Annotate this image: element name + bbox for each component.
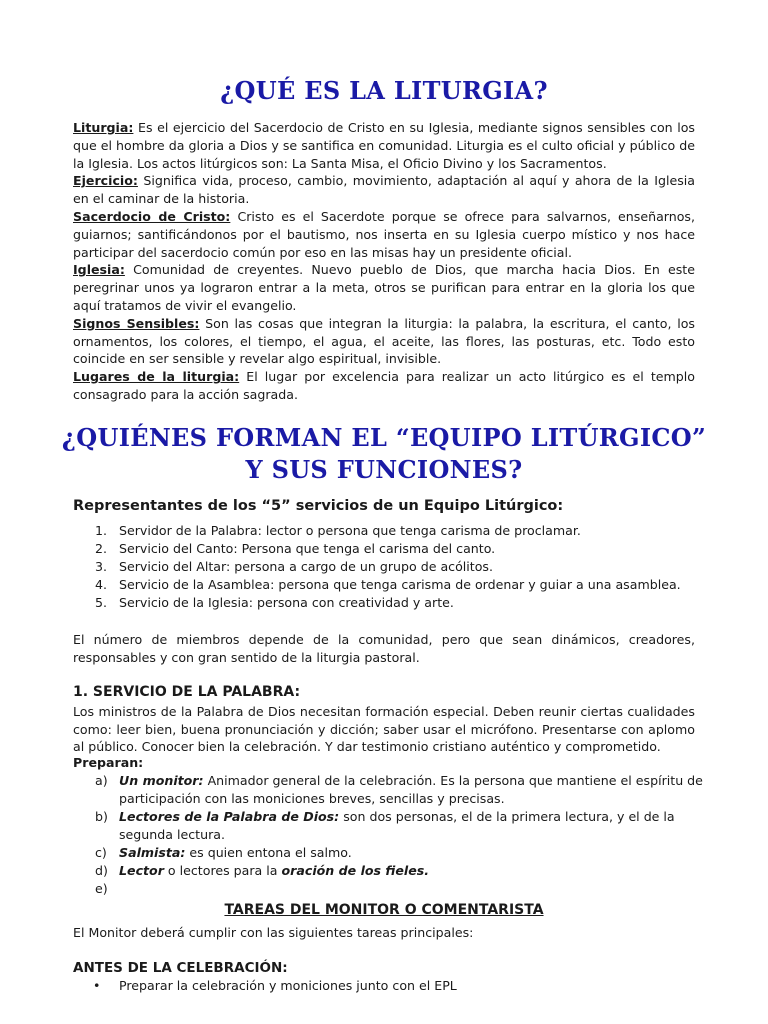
title-line-1: ¿QUIÉNES FORMAN EL “EQUIPO LITÚRGICO” [61, 423, 707, 452]
definition-sacerdocio [73, 208, 695, 261]
definition-term: Ejercicio: [73, 173, 138, 189]
definition-ejercicio [73, 172, 695, 208]
item-text: o lectores para la [163, 863, 282, 878]
monitor-heading: TAREAS DEL MONITOR O COMENTARISTA [224, 902, 544, 918]
preparan-list [73, 772, 713, 898]
list-number: 2. [95, 541, 108, 556]
list-letter: b) [95, 809, 108, 824]
definition-text: Comunidad de creyentes. Nuevo pueblo de Dios, que marcha hacia Dios. En este peregrinar unos ya lograron entrar a la meta, otros se purifican para entrar en la gloria los que aquí tratamos de vivir el evangelio. [73, 262, 695, 313]
definition-term: Lugares de la liturgia: [73, 369, 240, 385]
list-item [73, 558, 713, 576]
definition-text: Son las cosas que integran la liturgia: la palabra, la escritura, el canto, los ornamentos, los colores, el tiempo, el agua, el aceite, las flores, las posturas, etc. Todo esto coincide en ser sensible y revelar algo espiritual, invisible. [73, 315, 695, 367]
bullet-icon: • [93, 978, 101, 993]
item-bold: Salmista: [119, 845, 186, 860]
title-que-es-la-liturgia: ¿QUÉ ES LA LITURGIA? [220, 76, 548, 105]
definition-term: Liturgia: [73, 120, 134, 135]
list-letter: e) [95, 881, 108, 896]
item-text: son dos personas, el de la primera lectura, y el de la segunda lectura. [119, 809, 675, 842]
list-letter: c) [95, 845, 107, 860]
title-equipo-liturgico [0, 422, 768, 486]
list-item [73, 977, 457, 995]
list-number: 1. [95, 523, 108, 538]
definition-text: Cristo es el Sacerdote porque se ofrece para salvarnos, enseñarnos, guiarnos; santificándonos por el bautismo, nos inserta en su Iglesia cuerpo místico y nos hace participar del sacerdocio común por eso en las misas hay un presidente oficial. [73, 208, 695, 260]
definitions-block [73, 119, 695, 404]
before-heading: ANTES DE LA CELEBRACIÓN: [73, 960, 288, 976]
list-number: 4. [95, 577, 108, 592]
list-text: Preparar la celebración y moniciones junto con el EPL [119, 978, 457, 993]
list-text: Servicio del Canto: Persona que tenga el carisma del canto. [119, 541, 496, 556]
list-text: Servicio de la Iglesia: persona con creatividad y arte. [119, 595, 454, 610]
title-line-2: Y SUS FUNCIONES? [245, 455, 523, 484]
list-number: 5. [95, 595, 108, 610]
definition-term: Iglesia: [73, 262, 125, 278]
list-item [73, 862, 713, 880]
members-paragraph: El número de miembros depende de la comunidad, pero que sean dinámicos, creadores, responsables y con gran sentido de la liturgia pastoral. [73, 632, 695, 665]
definition-iglesia [73, 261, 695, 314]
item-bold: Un monitor: [119, 773, 204, 788]
list-number: 3. [95, 559, 108, 574]
preparan-label: Preparan: [73, 755, 144, 770]
definition-text: El lugar por excelencia para realizar un acto litúrgico es el templo consagrado para la acción sagrada. [73, 369, 695, 402]
list-text: Servidor de la Palabra: lector o persona que tenga carisma de proclamar. [119, 523, 581, 538]
list-item [73, 540, 713, 558]
list-item [73, 594, 713, 612]
list-text: Servicio del Altar: persona a cargo de un grupo de acólitos. [119, 559, 493, 574]
list-item [73, 576, 713, 594]
definition-liturgia [73, 119, 695, 172]
definition-text: Es el ejercicio del Sacerdocio de Cristo en su Iglesia, mediante signos sensibles con los que el hombre da gloria a Dios y se santifica en comunidad. Liturgia es el culto oficial y público de la Iglesia. Los actos litúrgicos son: La Santa Misa, el Oficio Divino y los Sacramentos. [73, 120, 695, 171]
item-text: Animador general de la celebración. Es la persona que mantiene el espíritu de participación con las moniciones breves, sencillas y precisas. [119, 773, 703, 806]
monitor-intro: El Monitor deberá cumplir con las siguientes tareas principales: [73, 925, 474, 940]
definition-lugares [73, 368, 695, 404]
section1-paragraph: Los ministros de la Palabra de Dios necesitan formación especial. Deben reunir ciertas cualidades como: leer bien, buena pronunciación y dicción; saber usar el micrófono. Presentarse con aplomo al público. Conocer bien la celebración. Y dar testimonio cristiano auténtico y comprometido. [73, 704, 695, 755]
list-item [73, 844, 713, 862]
list-item [73, 522, 713, 540]
item-text: es quien entona el salmo. [185, 845, 352, 860]
representatives-heading: Representantes de los “5” servicios de un Equipo Litúrgico: [73, 498, 564, 514]
list-text: Servicio de la Asamblea: persona que tenga carisma de ordenar y guiar a una asamblea. [119, 577, 681, 592]
definition-term: Signos Sensibles: [73, 315, 200, 331]
services-list [73, 522, 713, 612]
item-bold: Lectores de la Palabra de Dios: [119, 809, 340, 824]
list-letter: a) [95, 773, 108, 788]
before-list [73, 977, 457, 995]
definition-term: Sacerdocio de Cristo: [73, 208, 231, 224]
item-bold-2: oración de los fieles. [281, 863, 430, 878]
list-item [73, 880, 713, 898]
definition-signos [73, 315, 695, 368]
list-letter: d) [95, 863, 108, 878]
item-bold: Lector [119, 863, 164, 878]
section1-heading: 1. SERVICIO DE LA PALABRA: [73, 684, 301, 700]
definition-text: Significa vida, proceso, cambio, movimiento, adaptación al aquí y ahora de la Iglesia en el caminar de la historia. [73, 173, 695, 207]
list-item [73, 808, 713, 844]
list-item [73, 772, 713, 808]
